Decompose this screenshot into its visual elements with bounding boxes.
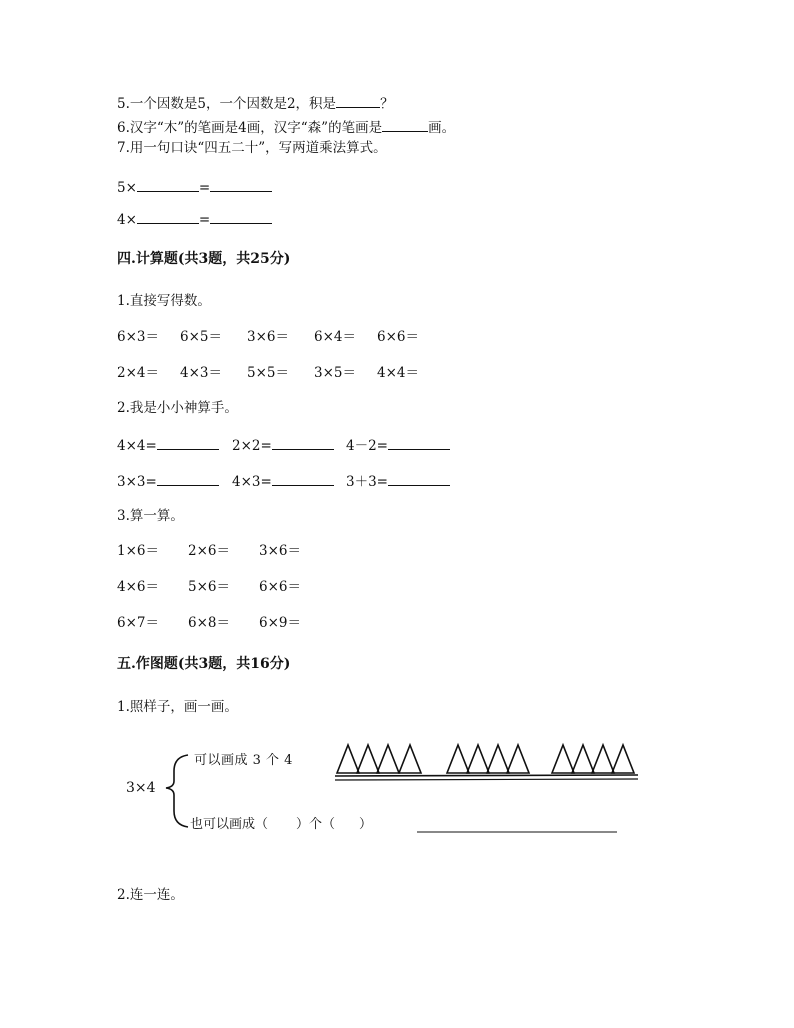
s4-q2-row1-item [346, 436, 450, 455]
question-5 [117, 94, 394, 113]
s4-q1-row1-item: 6×3＝ [117, 329, 159, 345]
s4-q2-row2-item [346, 472, 450, 491]
q7-line2-blank-a[interactable] [137, 210, 199, 224]
option-2-text [190, 816, 372, 834]
s4-q2-answer-blank[interactable] [388, 436, 450, 450]
triangle-row-underline [335, 779, 638, 780]
s4-q2-expr: 4×4= [117, 438, 157, 454]
q7-line-1 [117, 178, 272, 197]
q7-line1-blank-a[interactable] [137, 178, 199, 192]
s4-q3-title: 3.算一算。 [117, 508, 184, 524]
s4-q1-row1-item: 3×6＝ [247, 329, 289, 345]
q7-line2-blank-b[interactable] [210, 210, 272, 224]
option-1-text: 可以画成 3 个 4 [194, 753, 293, 768]
s4-q2-answer-blank[interactable] [272, 436, 334, 450]
s4-q1-title: 1.直接写得数。 [117, 293, 211, 309]
s4-q3-item: 3×6＝ [259, 543, 301, 559]
section-4-heading: 四.计算题(共3题，共25分) [117, 251, 291, 267]
s4-q1-row2-item: 4×4＝ [377, 365, 419, 381]
s4-q3-item: 1×6＝ [117, 543, 159, 559]
s4-q3-item: 6×9＝ [259, 615, 301, 631]
question-6 [117, 118, 455, 137]
q7-line2-prefix: 4× [117, 212, 137, 228]
s4-q2-expr: 2×2= [232, 438, 272, 454]
s5-q1-title: 1.照样子，画一画。 [117, 699, 238, 715]
s4-q2-expr: 3×3= [117, 474, 157, 490]
s4-q3-item: 2×6＝ [188, 543, 230, 559]
s4-q1-row2-item: 2×4＝ [117, 365, 159, 381]
s4-q2-answer-blank[interactable] [388, 472, 450, 486]
triangle-row-underline [335, 775, 638, 776]
s4-q2-row1-item [232, 436, 334, 455]
s4-q1-row1-item: 6×4＝ [314, 329, 356, 345]
q6-text: 6.汉字“木”的笔画是4画，汉字“森”的笔画是 [117, 120, 383, 136]
s4-q1-row2-item: 3×5＝ [314, 365, 356, 381]
option-2-part-a: 也可以画成（ [190, 817, 269, 832]
q6-end: 画。 [428, 120, 456, 136]
s4-q2-answer-blank[interactable] [272, 472, 334, 486]
q6-answer-blank[interactable] [382, 118, 428, 132]
drawing-figure [110, 735, 670, 845]
s4-q2-expr: 3＋3= [346, 474, 388, 490]
s4-q3-item: 6×6＝ [259, 579, 301, 595]
s4-q2-title: 2.我是小小神算手。 [117, 400, 238, 416]
s4-q1-row1-item: 6×6＝ [377, 329, 419, 345]
section-5-heading: 五.作图题(共3题，共16分) [117, 656, 291, 672]
q7-line-2 [117, 210, 272, 229]
option-2-part-b: ）个（ [296, 817, 336, 832]
s4-q1-row1-item: 6×5＝ [180, 329, 222, 345]
s5-q2-title: 2.连一连。 [117, 887, 184, 903]
s4-q3-item: 6×8＝ [188, 615, 230, 631]
q5-text: 5.一个因数是5，一个因数是2，积是 [117, 96, 337, 112]
expr-3x4: 3×4 [126, 780, 156, 796]
q5-answer-blank[interactable] [336, 94, 380, 108]
q7-line1-eq: = [198, 180, 211, 196]
s4-q2-row2-item [117, 472, 219, 491]
question-7: 7.用一句口诀“四五二十”，写两道乘法算式。 [117, 140, 387, 156]
s4-q2-expr: 4－2= [346, 438, 388, 454]
s4-q1-row2-item: 5×5＝ [247, 365, 289, 381]
s4-q3-item: 5×6＝ [188, 579, 230, 595]
s4-q2-answer-blank[interactable] [157, 472, 219, 486]
q7-line2-eq: = [198, 212, 211, 228]
q7-line1-blank-b[interactable] [210, 178, 272, 192]
s4-q2-row1-item [117, 436, 219, 455]
s4-q2-expr: 4×3= [232, 474, 272, 490]
s4-q2-row2-item [232, 472, 334, 491]
s4-q3-item: 4×6＝ [117, 579, 159, 595]
triangle-groups [337, 745, 634, 773]
brace-shape [166, 755, 188, 827]
s4-q3-item: 6×7＝ [117, 615, 159, 631]
q7-line1-prefix: 5× [117, 180, 137, 196]
s4-q2-answer-blank[interactable] [157, 436, 219, 450]
s4-q1-row2-item: 4×3＝ [180, 365, 222, 381]
q5-end: ？ [380, 96, 394, 112]
option-2-part-c: ） [359, 817, 373, 832]
